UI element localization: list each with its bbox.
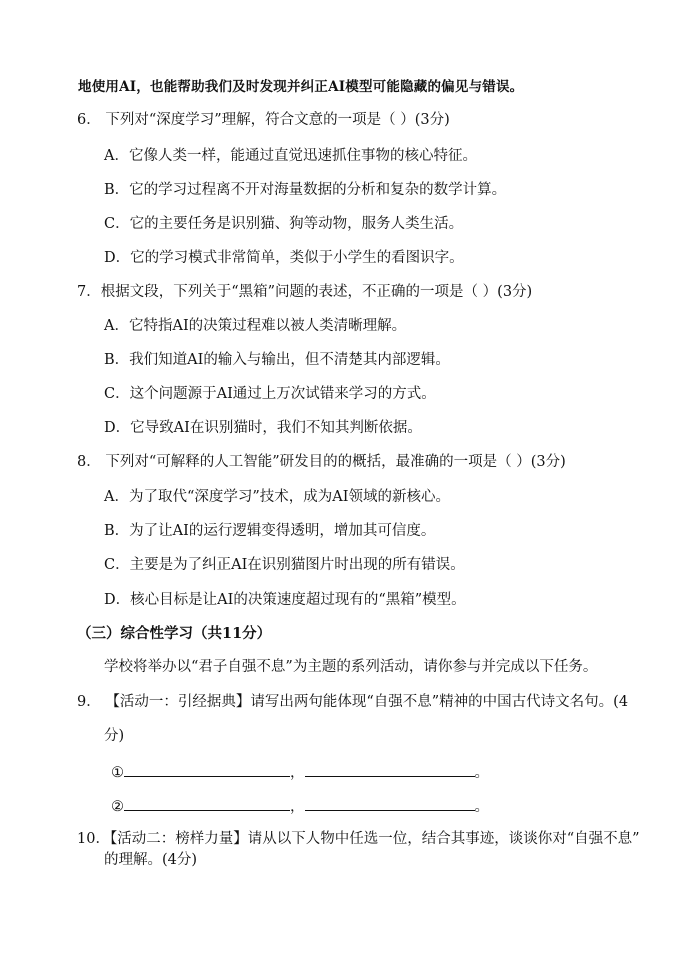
section-intro: 学校将举办以“君子自强不息”为主题的系列活动，请你参与并完成以下任务。 xyxy=(104,659,598,675)
question-9-stem: 9． 【活动一：引经据典】请写出两句能体现“自强不息”精神的中国古代诗文名句。(4 xyxy=(77,694,629,710)
q8-option-b: B．为了让AI的运行逻辑变得透明，增加其可信度。 xyxy=(104,523,436,539)
q7-option-d: D．它导致AI在识别猫时，我们不知其判断依据。 xyxy=(104,420,422,436)
answer-blank-2a[interactable] xyxy=(124,795,290,811)
question-10-stem: 10．【活动二：榜样力量】请从以下人物中任选一位，结合其事迹，谈谈你对“自强不息” xyxy=(77,831,640,847)
q6-option-b: B．它的学习过程离不开对海量数据的分析和复杂的数学计算。 xyxy=(104,182,507,198)
answer-blank-1a[interactable] xyxy=(124,761,290,777)
q8-option-a: A．为了取代“深度学习”技术，成为AI领域的新核心。 xyxy=(104,489,450,505)
context-line: 地使用AI，也能帮助我们及时发现并纠正AI模型可能隐藏的偏见与错误。 xyxy=(78,79,524,95)
q8-option-d: D．核心目标是让AI的决策速度超过现有的“黑箱”模型。 xyxy=(104,592,466,608)
question-9-stem-cont: 分) xyxy=(104,728,125,744)
question-8-stem: 8． 下列对“可解释的人工智能”研发目的的概括，最准确的一项是（ ）(3分) xyxy=(77,454,566,470)
q6-option-a: A．它像人类一样，能通过直觉迅速抓住事物的核心特征。 xyxy=(104,148,477,164)
comma: ， xyxy=(290,799,305,815)
section-heading: （三）综合性学习（共11分） xyxy=(77,625,272,642)
q6-option-d: D．它的学习模式非常简单，类似于小学生的看图识字。 xyxy=(104,250,464,266)
comma: ， xyxy=(290,765,305,781)
question-10-stem-cont: 的理解。(4分) xyxy=(104,852,198,868)
answer-row-2 xyxy=(111,795,489,817)
q7-option-b: B．我们知道AI的输入与输出，但不清楚其内部逻辑。 xyxy=(104,352,450,368)
answer-blank-2b[interactable] xyxy=(305,795,475,811)
q6-option-c: C．它的主要任务是识别猫、狗等动物，服务人类生活。 xyxy=(104,216,464,232)
question-6-stem: 6． 下列对“深度学习”理解，符合文意的一项是（ ）(3分) xyxy=(77,112,450,128)
blank-marker-2: ② xyxy=(111,799,124,815)
q7-option-a: A．它特指AI的决策过程难以被人类清晰理解。 xyxy=(104,318,407,334)
answer-row-1 xyxy=(111,761,489,783)
blank-marker-1: ① xyxy=(111,765,124,781)
q7-option-c: C．这个问题源于AI通过上万次试错来学习的方式。 xyxy=(104,386,436,402)
period: 。 xyxy=(474,765,489,781)
period: 。 xyxy=(474,799,489,815)
q8-option-c: C．主要是为了纠正AI在识别猫图片时出现的所有错误。 xyxy=(104,557,465,573)
answer-blank-1b[interactable] xyxy=(305,761,475,777)
question-7-stem: 7．根据文段，下列关于“黑箱”问题的表述，不正确的一项是（ ）(3分) xyxy=(77,284,533,300)
